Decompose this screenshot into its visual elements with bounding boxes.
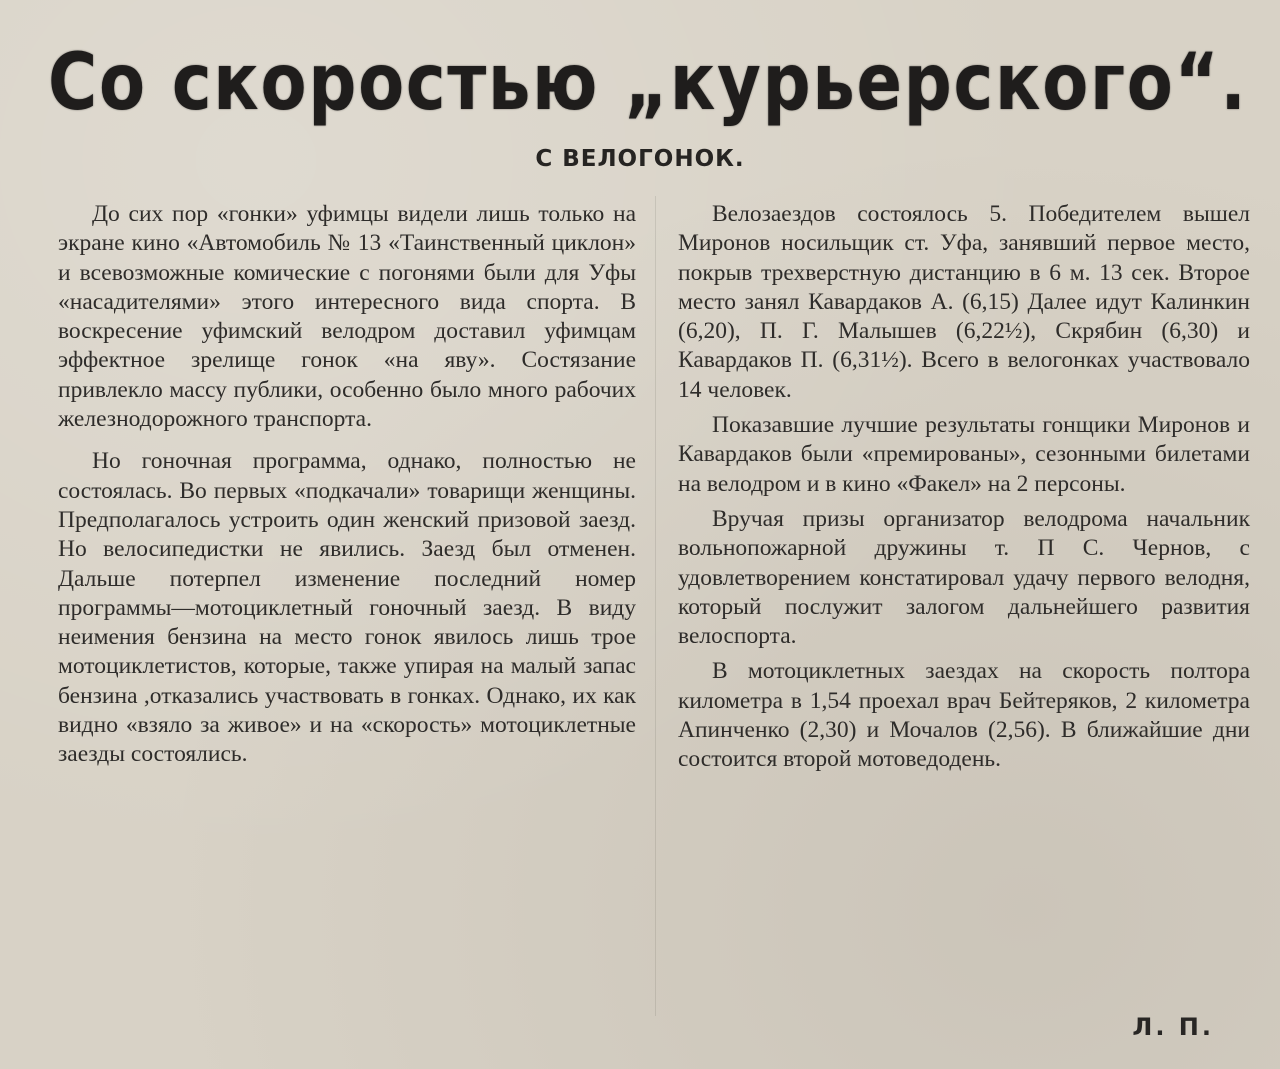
right-column <box>678 200 1250 775</box>
author-signature: Л. П. <box>1132 1013 1214 1041</box>
paragraph: Велозаездов состоялось 5. Победителем вышел Миронов носильщик ст. Уфа, занявший первое место, покрыв трехверстную дистанцию в 6 м. 13 сек. Второе место занял Кавардаков А. (6,15) Далее идут Калинкин (6,20), П. Г. Малышев (6,22½), Скрябин (6,30) и Кавардаков П. (6,31½). Всего в велогонках участвовало 14 человек. <box>678 201 1250 403</box>
subheading: С ВЕЛОГОНОК. <box>535 146 745 172</box>
paragraph: Вручая призы организатор велодрома начальник вольнопожарной дружины т. П С. Чернов, с удовлетворением констатировал удачу первого велодня, который послужит залогом дальнейшего развития велоспорта. <box>678 505 1250 650</box>
paragraph: Показавшие лучшие результаты гонщики Миронов и Кавардаков были «премированы», сезонными билетами на велодром и в кино «Факел» на 2 персоны. <box>678 412 1250 497</box>
headline: Со скоростью „курьерского“. <box>48 38 1248 128</box>
paragraph: Но гоночная программа, однако, полностью не состоялась. Во первых «подкачали» товарищи женщины. Предполагалось устроить один женский призовой заезд. Но велосипедистки не явились. Заезд был отменен. Дальше потерпел изменение последний номер программы—мотоциклетный гоночный заезд. В виду неимения бензина на место гонок явилось лишь трое мотоциклетистов, которые, также упирая на малый запас бензина ,отказались участвовать в гонках. Однако, их как видно «взяло за живое» и на «скорость» мотоциклетные заезды состоялись. <box>58 448 636 768</box>
paragraph: До сих пор «гонки» уфимцы видели лишь только на экране кино «Автомобиль № 13 «Таинственный циклон» и всевозможные комические с погонями были для Уфы «насадителями» этого интересного вида спорта. В воскресение уфимский велодром доставил уфимцам эффектное зрелище гонок «на яву». Состязание привлекло массу публики, особенно было много рабочих железнодорожного транспорта. <box>58 201 636 433</box>
paragraph: В мотоциклетных заездах на скорость полтора километра в 1,54 проехал врач Бейтеряков, 2 километра Апинченко (2,30) и Мочалов (2,56). В ближайшие дни состоится второй мотоведодень. <box>678 658 1250 773</box>
column-divider <box>655 196 656 1016</box>
left-column <box>58 200 636 770</box>
